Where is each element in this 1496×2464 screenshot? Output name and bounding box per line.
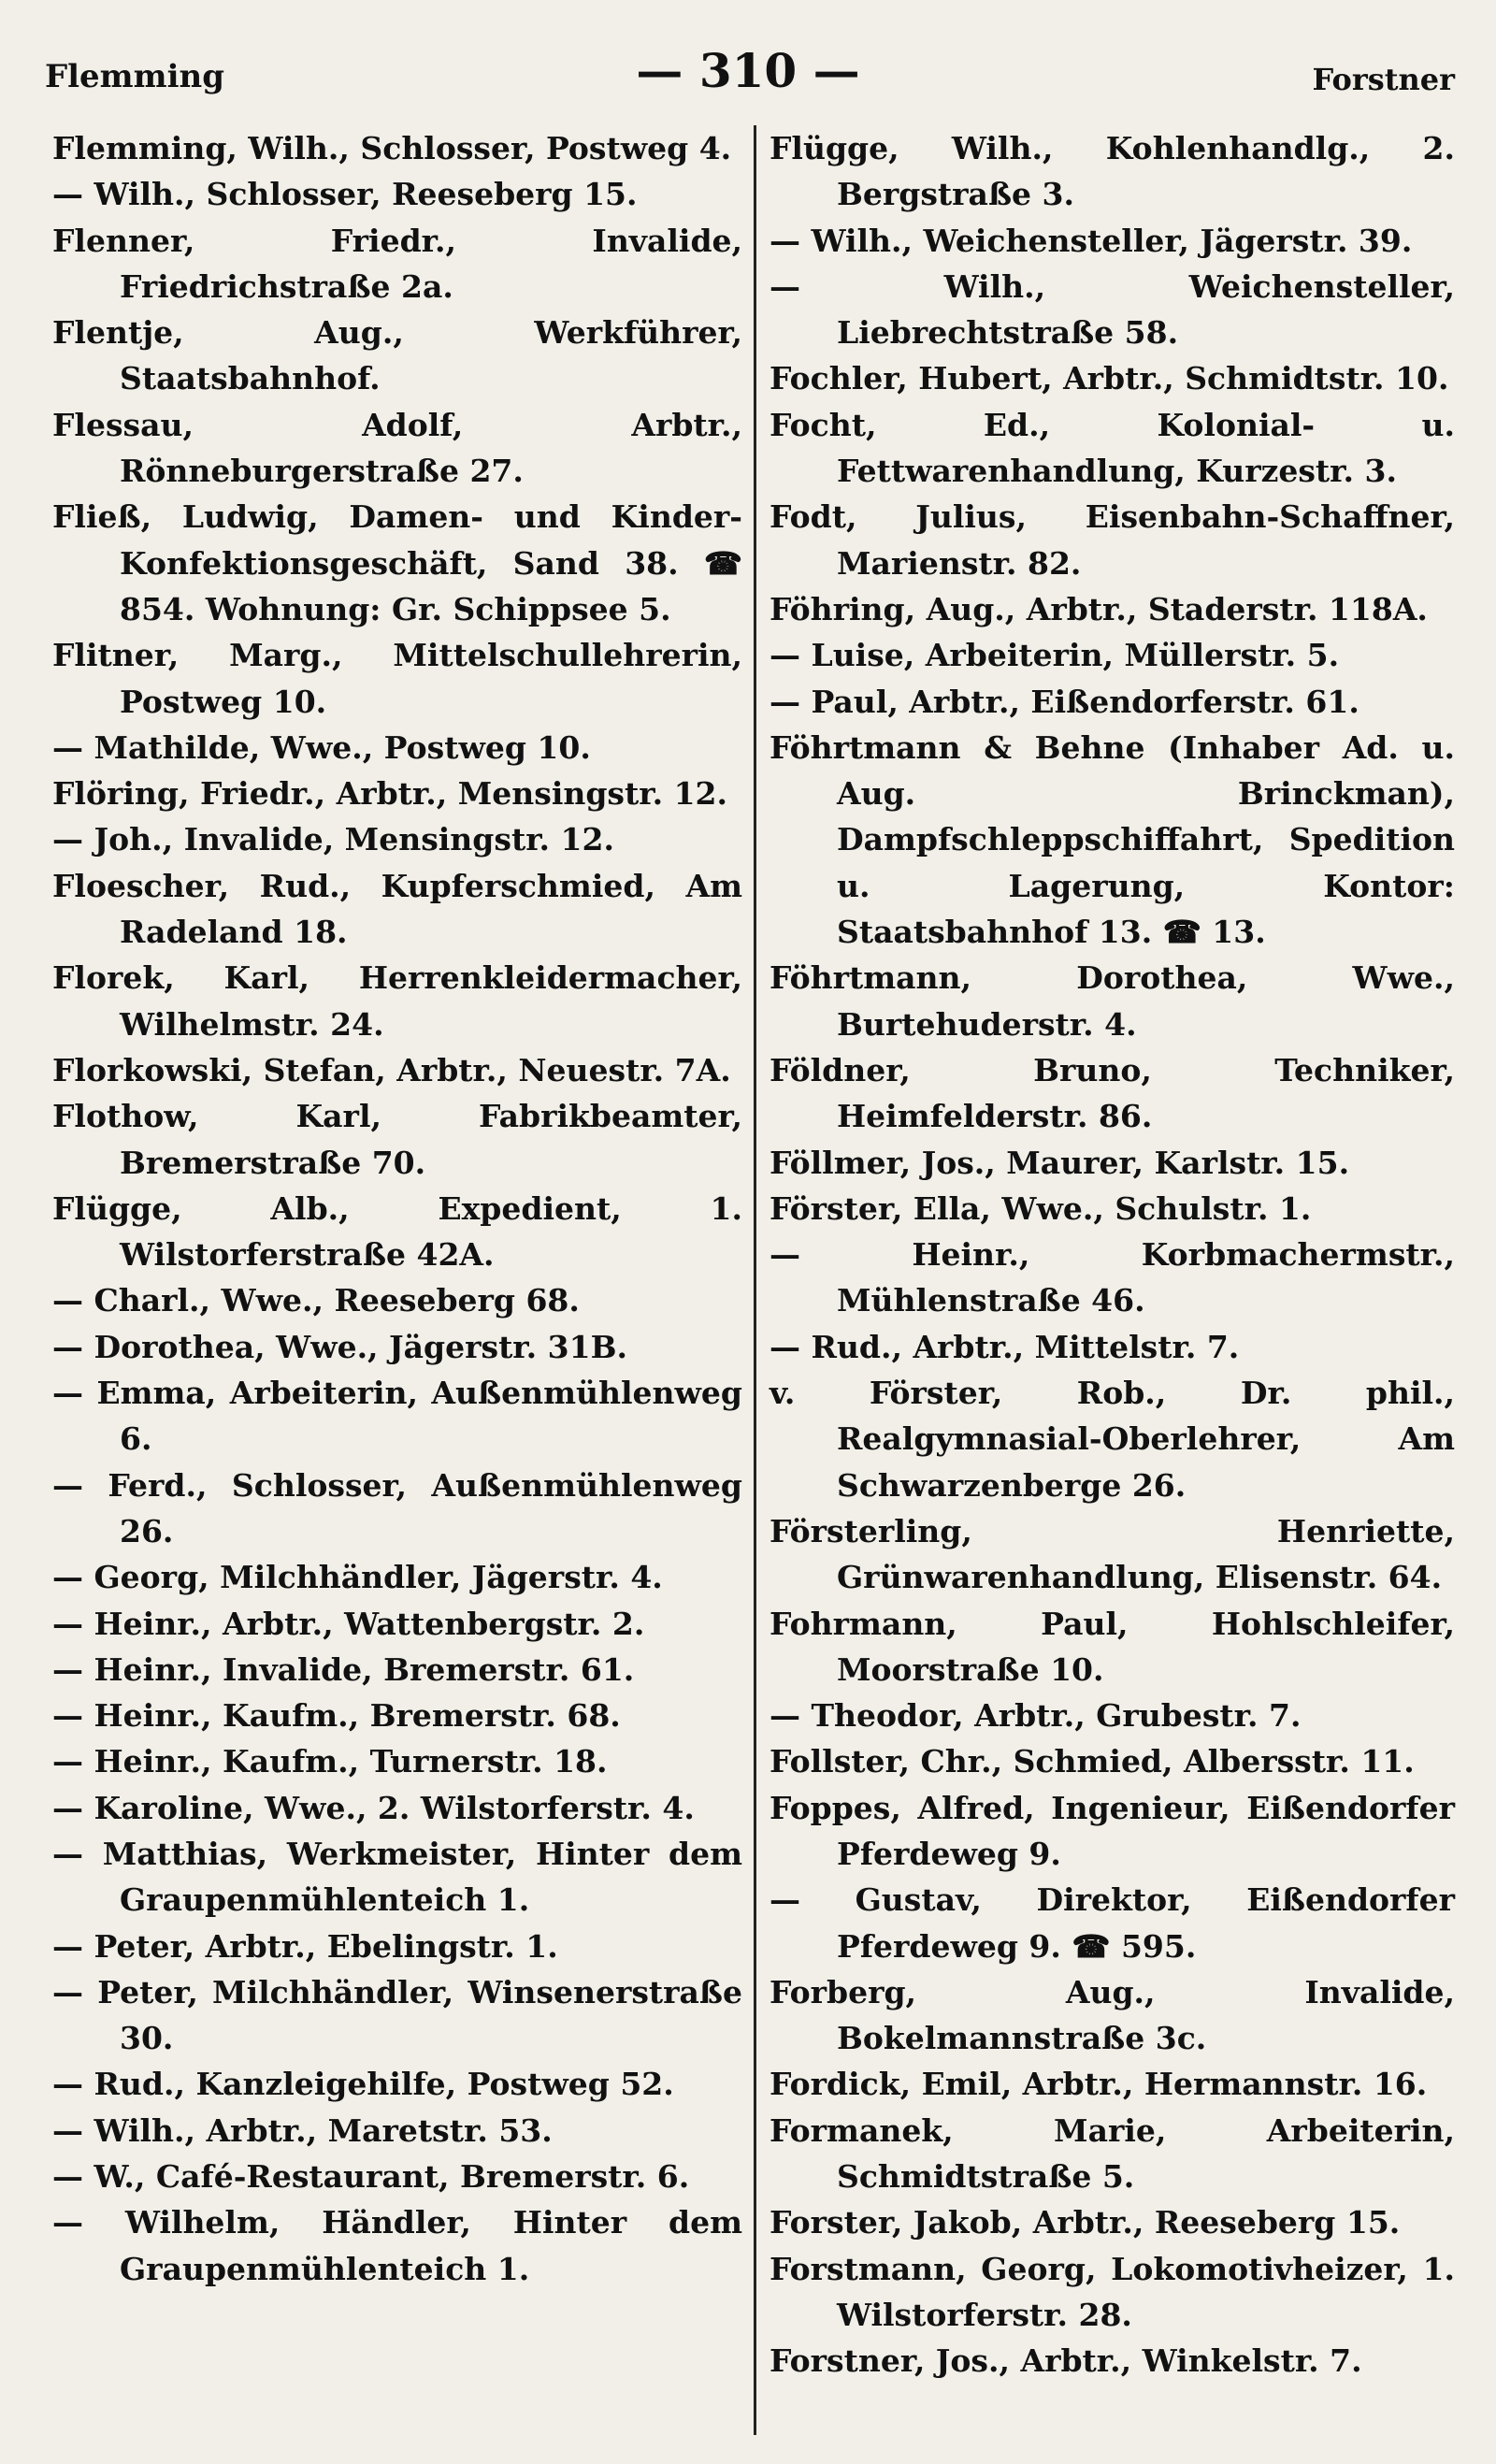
- directory-entry: — Georg, Milchhändler, Jägerstr. 4.: [52, 1559, 663, 1596]
- directory-entry: Forster, Jakob, Arbtr., Reeseberg 15.: [770, 2204, 1401, 2241]
- directory-entry: Försterling, Henriette, Grünwarenhandlung, Elisenstr. 64.: [770, 1512, 1455, 1596]
- directory-entry: Fließ, Ludwig, Damen- und Kinder-Konfektionsgeschäft, Sand 38. ☎ 854. Wohnung: Gr. Schippsee 5.: [52, 498, 742, 627]
- directory-entry: Flemming, Wilh., Schlosser, Postweg 4.: [52, 130, 732, 166]
- directory-entry: — Gustav, Direktor, Eißendorfer Pferdeweg 9. ☎ 595.: [770, 1881, 1455, 1965]
- directory-entry: — Heinr., Kaufm., Bremerstr. 68.: [52, 1697, 621, 1735]
- directory-entry: — Wilh., Weichensteller, Jägerstr. 39.: [770, 222, 1413, 259]
- directory-entry: Formanek, Marie, Arbeiterin, Schmidtstraße 5.: [770, 2111, 1455, 2196]
- directory-entry: — W., Café-Restaurant, Bremerstr. 6.: [52, 2158, 690, 2196]
- directory-entry: — Wilh., Arbtr., Maretstr. 53.: [52, 2111, 553, 2149]
- directory-entry: Flenner, Friedr., Invalide, Friedrichstraße 2a.: [52, 222, 742, 305]
- right-column: [754, 125, 1455, 2435]
- directory-entry: Florkowski, Stefan, Arbtr., Neuestr. 7A.: [52, 1051, 731, 1088]
- directory-entry: Foppes, Alfred, Ingenieur, Eißendorfer Pferdeweg 9.: [770, 1789, 1455, 1872]
- directory-entry: — Ferd., Schlosser, Außenmühlenweg 26.: [52, 1466, 742, 1549]
- directory-entry: — Peter, Arbtr., Ebelingstr. 1.: [52, 1927, 558, 1965]
- directory-entry: Föhring, Aug., Arbtr., Staderstr. 118A.: [770, 590, 1428, 627]
- directory-entry: Föllmer, Jos., Maurer, Karlstr. 15.: [770, 1144, 1350, 1181]
- directory-entry: v. Förster, Rob., Dr. phil., Realgymnasial-Oberlehrer, Am Schwarzenberge 26.: [770, 1375, 1455, 1504]
- directory-entry: Flöring, Friedr., Arbtr., Mensingstr. 12.: [52, 775, 728, 813]
- directory-entry: — Theodor, Arbtr., Grubestr. 7.: [770, 1697, 1302, 1735]
- directory-entry: — Heinr., Korbmachermstr., Mühlenstraße 46.: [770, 1236, 1455, 1319]
- directory-entry: Föhrtmann & Behne (Inhaber Ad. u. Aug. Brinckman), Dampfschleppschiffahrt, Spedition u. Lagerung, Kontor: Staatsbahnhof 13. ☎ 13.: [770, 728, 1455, 951]
- directory-entry: Flitner, Marg., Mittelschullehrerin, Postweg 10.: [52, 637, 742, 720]
- directory-entry: Fodt, Julius, Eisenbahn-Schaffner, Marienstr. 82.: [770, 498, 1455, 582]
- directory-entry: — Dorothea, Wwe., Jägerstr. 31B.: [52, 1328, 627, 1365]
- directory-entry: Flessau, Adolf, Arbtr., Rönneburgerstraße 27.: [52, 406, 742, 490]
- directory-entry: Flentje, Aug., Werkführer, Staatsbahnhof.: [52, 314, 742, 397]
- directory-entry: Földner, Bruno, Techniker, Heimfelderstr. 86.: [770, 1051, 1455, 1135]
- directory-entry: Floescher, Rud., Kupferschmied, Am Radeland 18.: [52, 867, 742, 951]
- directory-entry: Follster, Chr., Schmied, Albersstr. 11.: [770, 1743, 1415, 1780]
- directory-entry: — Heinr., Invalide, Bremerstr. 61.: [52, 1650, 635, 1688]
- directory-entry: Forstmann, Georg, Lokomotivheizer, 1. Wilstorferstr. 28.: [770, 2250, 1455, 2333]
- directory-entry: — Paul, Arbtr., Eißendorferstr. 61.: [770, 683, 1359, 720]
- directory-entry: — Karoline, Wwe., 2. Wilstorferstr. 4.: [52, 1789, 695, 1826]
- directory-entry: — Rud., Arbtr., Mittelstr. 7.: [770, 1328, 1240, 1365]
- directory-entry: — Wilhelm, Händler, Hinter dem Graupenmühlenteich 1.: [52, 2204, 742, 2287]
- directory-entry: Flügge, Alb., Expedient, 1. Wilstorferstraße 42A.: [52, 1189, 742, 1274]
- directory-entry: Föhrtmann, Dorothea, Wwe., Burtehuderstr. 4.: [770, 959, 1455, 1043]
- directory-entry: — Heinr., Arbtr., Wattenbergstr. 2.: [52, 1605, 645, 1642]
- page-number: — 310 —: [636, 43, 860, 98]
- directory-entry: — Mathilde, Wwe., Postweg 10.: [52, 728, 591, 766]
- directory-entry: — Luise, Arbeiterin, Müllerstr. 5.: [770, 637, 1340, 674]
- directory-entry: Förster, Ella, Wwe., Schulstr. 1.: [770, 1189, 1312, 1227]
- directory-entry: — Joh., Invalide, Mensingstr. 12.: [52, 821, 614, 858]
- header-last-name: Forstner: [1312, 62, 1455, 97]
- directory-entry: — Rud., Kanzleigehilfe, Postweg 52.: [52, 2066, 674, 2103]
- directory-entry: — Peter, Milchhändler, Winsenerstraße 30.: [52, 1973, 742, 2057]
- directory-entry: Fordick, Emil, Arbtr., Hermannstr. 16.: [770, 2066, 1428, 2103]
- directory-entry: — Wilh., Weichensteller, Liebrechtstraße 58.: [770, 267, 1455, 352]
- directory-entry: Flügge, Wilh., Kohlenhandlg., 2. Bergstraße 3.: [770, 130, 1455, 213]
- directory-entry: — Matthias, Werkmeister, Hinter dem Graupenmühlenteich 1.: [52, 1835, 742, 1919]
- directory-entry: — Charl., Wwe., Reeseberg 68.: [52, 1282, 580, 1319]
- directory-entry: — Heinr., Kaufm., Turnerstr. 18.: [52, 1743, 608, 1780]
- directory-entry: — Emma, Arbeiterin, Außenmühlenweg 6.: [52, 1375, 742, 1458]
- page-header: [32, 37, 1464, 105]
- directory-entry: Focht, Ed., Kolonial- u. Fettwarenhandlung, Kurzestr. 3.: [770, 406, 1455, 490]
- header-first-name: Flemming: [45, 58, 225, 95]
- directory-entry: — Wilh., Schlosser, Reeseberg 15.: [52, 176, 638, 213]
- directory-columns: [52, 125, 1455, 2435]
- directory-entry: Fochler, Hubert, Arbtr., Schmidtstr. 10.: [770, 360, 1449, 397]
- directory-entry: Florek, Karl, Herrenkleidermacher, Wilhelmstr. 24.: [52, 959, 742, 1043]
- directory-entry: Fohrmann, Paul, Hohlschleifer, Moorstraße 10.: [770, 1605, 1455, 1688]
- left-column: [52, 125, 754, 2435]
- directory-entry: Forstner, Jos., Arbtr., Winkelstr. 7.: [770, 2342, 1362, 2380]
- directory-entry: Forberg, Aug., Invalide, Bokelmannstraße 3c.: [770, 1973, 1455, 2057]
- directory-entry: Flothow, Karl, Fabrikbeamter, Bremerstraße 70.: [52, 1098, 742, 1181]
